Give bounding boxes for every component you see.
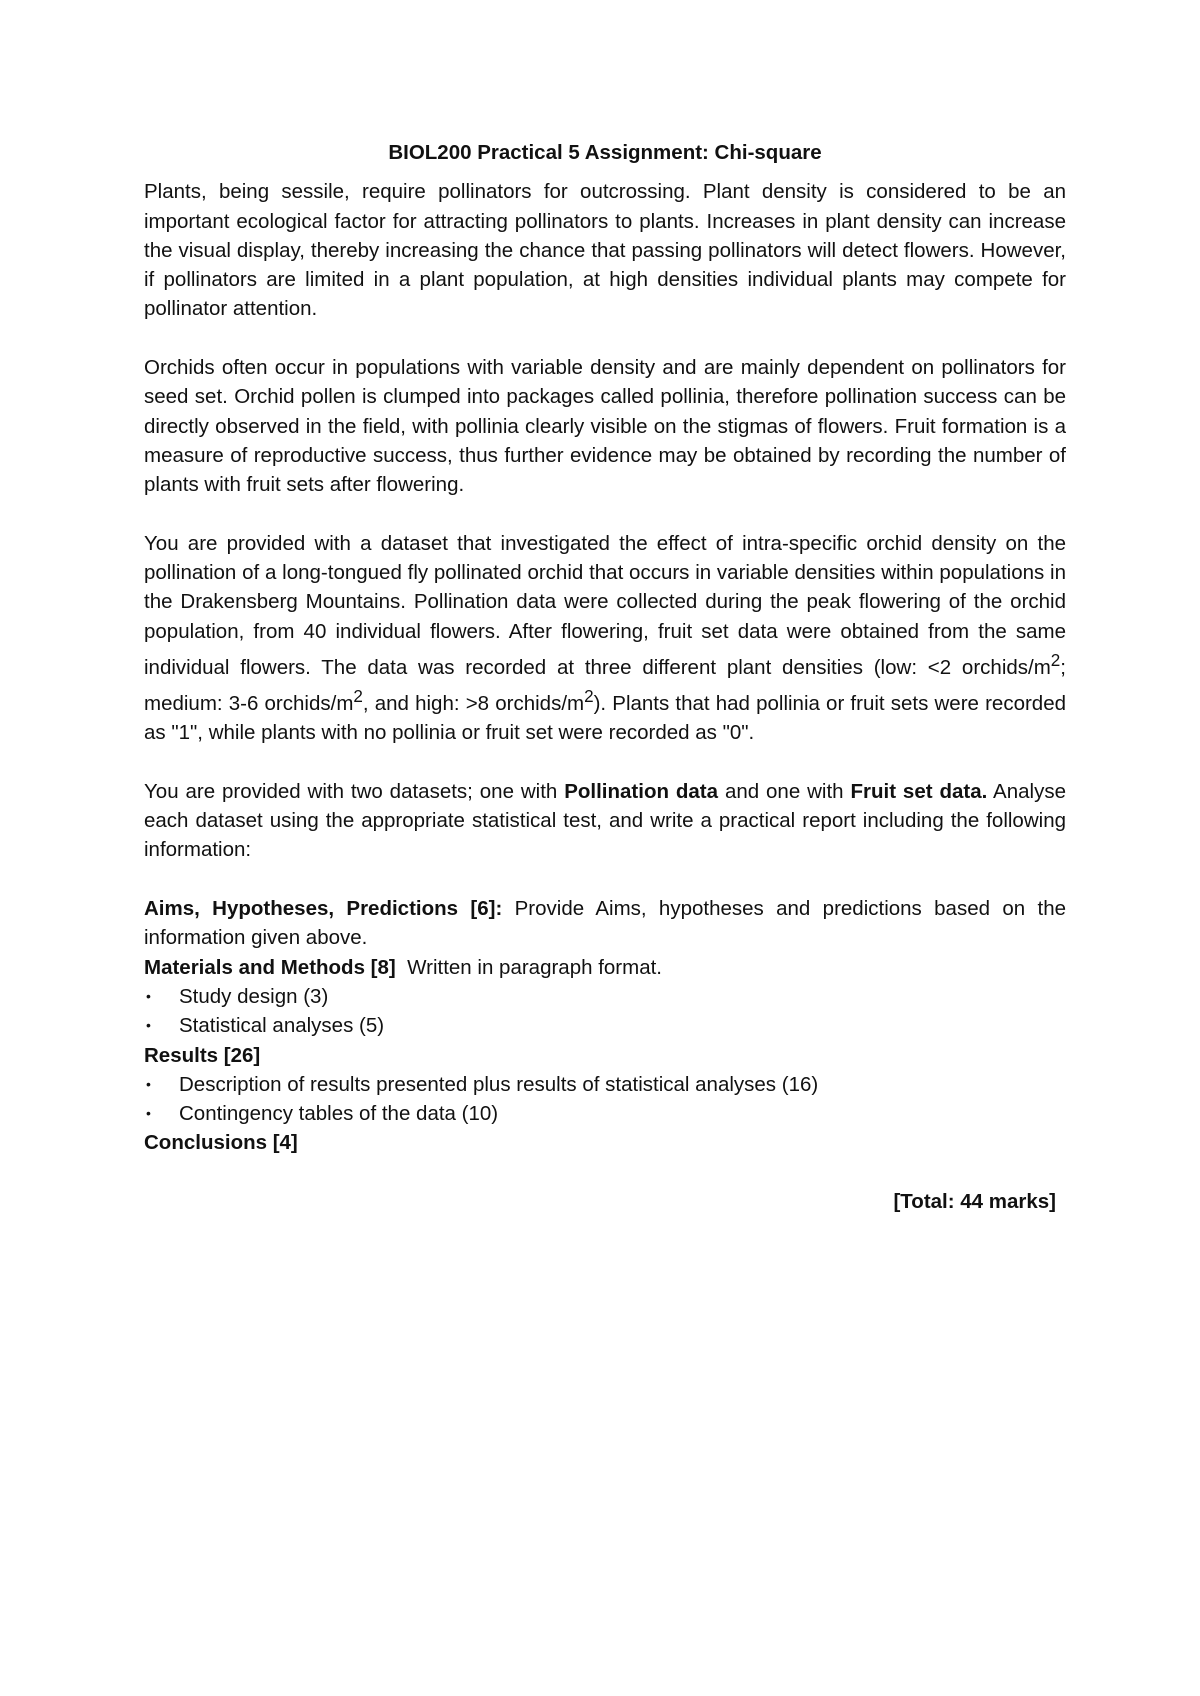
document-page xyxy=(144,138,1066,1216)
list-item-text: Description of results presented plus results of statistical analyses (16) xyxy=(179,1072,819,1096)
instructions-text-2: and one with xyxy=(718,779,851,803)
paragraph-dataset xyxy=(144,529,1066,748)
list-item xyxy=(144,1099,1066,1128)
superscript-1: 2 xyxy=(1050,651,1061,671)
pollination-data-label: Pollination data xyxy=(564,779,719,803)
list-item xyxy=(144,1070,1066,1099)
document-title: BIOL200 Practical 5 Assignment: Chi-square xyxy=(388,141,822,164)
superscript-3: 2 xyxy=(584,687,594,707)
paragraph-orchids: Orchids often occur in populations with variable density and are mainly dependent on pollinators for seed set. Orchid pollen is clumped into packages called pollinia, therefore pollination success can be directly observed in the field, with pollinia clearly visible on the stigmas of flowers. Fruit formation is a measure of reproductive success, thus further evidence may be obtained by recording the number of plants with fruit sets after flowering. xyxy=(144,356,1066,497)
methods-heading: Materials and Methods [8] xyxy=(144,955,396,979)
paragraph-instructions xyxy=(144,777,1066,865)
section-aims xyxy=(144,894,1066,953)
bullet-icon: • xyxy=(146,1105,151,1122)
list-item-text: Contingency tables of the data (10) xyxy=(179,1102,499,1126)
list-item xyxy=(144,982,1066,1011)
methods-list xyxy=(144,982,1066,1041)
list-item-text: Statistical analyses (5) xyxy=(179,1014,385,1038)
dataset-text-1: You are provided with a dataset that investigated the effect of intra-specific orchid density on the pollination of a long-tongued fly pollinated orchid that occurs in variable densities within populations in the Drakensberg Mountains. Pollination data were collected during the peak flowering of the orchid population, from 40 individual flowers. After flowering, fruit set data were obtained from the same individual flowers. The data was recorded at three different plant densities (low: <2 orchids/m xyxy=(144,531,1066,679)
aims-heading: Aims, Hypotheses, Predictions [6]: xyxy=(144,897,503,921)
paragraph-intro: Plants, being sessile, require pollinators for outcrossing. Plant density is considered to be an important ecological factor for attracting pollinators to plants. Increases in plant density can increase the visual display, thereby increasing the chance that passing pollinators will detect flowers. However, if pollinators are limited in a plant population, at high densities individual plants may compete for pollinator attention. xyxy=(144,180,1066,321)
list-item-text: Study design (3) xyxy=(179,984,329,1008)
conclusions-heading: Conclusions [4] xyxy=(144,1131,298,1155)
bullet-icon: • xyxy=(146,1075,151,1092)
results-heading: Results [26] xyxy=(144,1043,261,1067)
methods-text: Written in paragraph format. xyxy=(395,955,662,979)
total-marks: [Total: 44 marks] xyxy=(893,1190,1056,1214)
instructions-text-1: You are provided with two datasets; one with xyxy=(144,779,565,803)
aims-text: Provide Aims, hypotheses and predictions based on the information given above. xyxy=(144,897,1066,950)
bullet-icon: • xyxy=(146,987,151,1004)
instructions-text-3: Analyse each dataset using the appropriate statistical test, and write a practical report including the following information: xyxy=(144,779,1066,862)
bullet-icon: • xyxy=(146,1017,151,1034)
fruit-set-data-label: Fruit set data. xyxy=(850,779,988,803)
superscript-2: 2 xyxy=(353,687,363,707)
list-item xyxy=(144,1011,1066,1040)
section-methods xyxy=(144,953,1066,982)
results-list xyxy=(144,1070,1066,1129)
dataset-text-2: ; medium: 3-6 orchids/m xyxy=(144,655,1066,715)
dataset-text-4: ). Plants that had pollinia or fruit sets were recorded as "1", while plants with no pollinia or fruit set were recorded as "0". xyxy=(144,692,1066,745)
dataset-text-3: , and high: >8 orchids/m xyxy=(362,692,585,715)
